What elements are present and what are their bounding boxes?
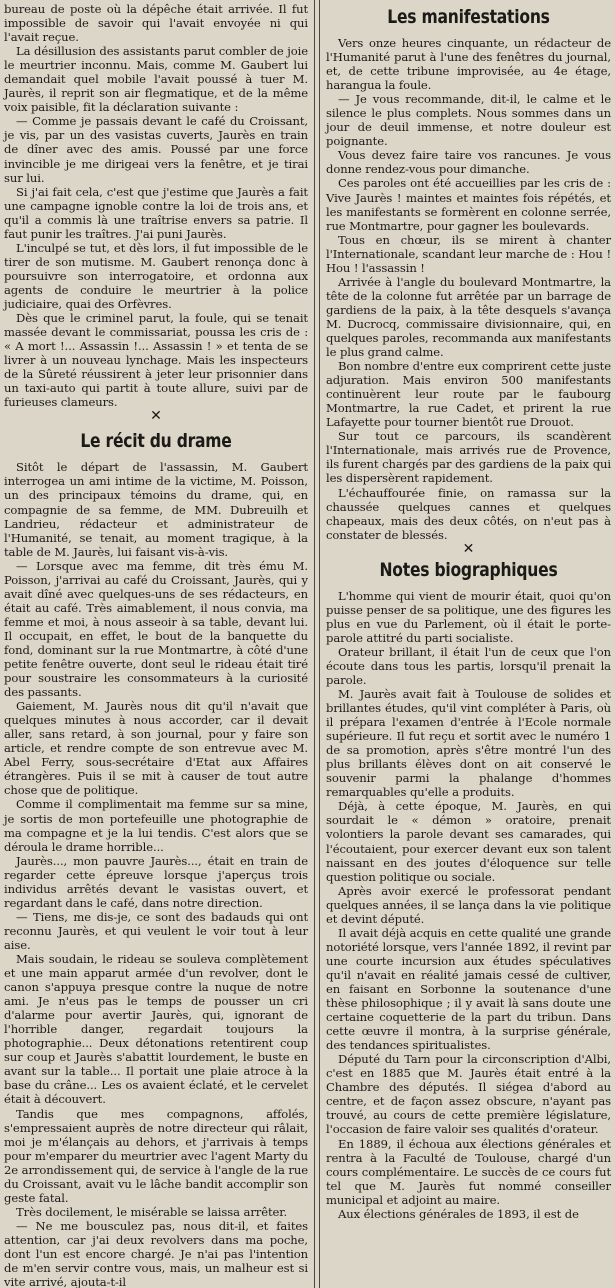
article-paragraph: M. Jaurès avait fait à Toulouse de solides et brillantes études, qu'il vint compléter à Paris, où il prépara l'examen d'entrée à l'Ecole normale supérieure. Il fut reçu et sortit avec le numéro 1 de sa promotion, après s'être montré l'un des plus brillants élèves dont on ait conservé le souvenir parmi la phalange d'hommes remarquables qu'elle a produits. [326,687,611,800]
section-title-manifestations: Les manifestations [387,6,550,28]
article-paragraph: — Je vous recommande, dit-il, le calme et le silence le plus complets. Nous sommes dans un jour de deuil immense, et notre douleur est poignante. [326,92,611,149]
article-paragraph: Ces paroles ont été accueillies par les cris de : Vive Jaurès ! maintes et maintes fois répétés, et les manifestants se formèrent en colonne serrée, rue Montmartre, pour gagner les boulevards. [326,176,611,233]
article-paragraph: Gaiement, M. Jaurès nous dit qu'il n'avait que quelques minutes à nous accorder, car il devait aller, sans retard, à son journal, pour y faire son article, et rendre compte de son entrevue avec M. Abel Ferry, sous-secrétaire d'Etat aux Affaires étrangères. Puis il se mit à causer de tout autre chose que de politique. [4,699,308,798]
section-title-recit: Le récit du drame [80,430,232,453]
article-paragraph: Après avoir exercé le professorat pendant quelques années, il se lança dans la vie politique et devint député. [326,883,611,926]
section-separator: ✕ [462,540,475,557]
right-column [320,0,615,1288]
article-paragraph: Tous en chœur, ils se mirent à chanter l'Internationale, scandant leur marche de : Hou ! Hou ! l'assassin ! [326,232,611,275]
article-paragraph: Jaurès..., mon pauvre Jaurès..., était en train de regarder cette épreuve lorsque j'aperçus trois individus arrêtés devant le vasistas ouvert, et regardant dans le café, dans notre direction. [4,853,308,910]
article-paragraph: Comme il complimentait ma femme sur sa mine, je sortis de mon portefeuille une photographie de ma compagne et je la lui tendis. C'est alors que se déroula le drame horrible... [4,797,308,854]
section-title-notes-biographiques: Notes biographiques [379,558,558,581]
article-paragraph: En 1889, il échoua aux élections générales et rentra à la Faculté de Toulouse, chargé d'un cours complémentaire. Le succès de ce cours fut tel que M. Jaurès fut nommé conseiller municipal et adjoint au maire. [326,1136,611,1207]
article-paragraph: Aux élections générales de 1893, il est de [338,1206,579,1221]
article-paragraph: Si j'ai fait cela, c'est que j'estime que Jaurès a fait une campagne ignoble contre la loi de trois ans, et qu'il a commis là une traîtrise envers sa patrie. Il faut punir les traîtres. J'ai puni Jaurès. [4,184,308,241]
article-paragraph: La désillusion des assistants parut combler de joie le meurtrier inconnu. Mais, comme M. Gaubert lui demandait quel mobile l'avait poussé à tuer M. Jaurès, il reprit son air flegmatique, et de la même voix paisible, fit la déclaration suivante : [4,44,309,115]
article-paragraph: L'échauffourée finie, on ramassa sur la chaussée quelques cannes et quelques chapeaux, mais des deux côtés, on n'eut pas à constater de blessés. [326,485,611,542]
article-paragraph: Vers onze heures cinquante, un rédacteur de l'Humanité parut à l'une des fenêtres du journal, et, de cette tribune improvisée, au 4e étage, harangua la foule. [326,36,611,93]
article-paragraph: Sur tout ce parcours, ils scandèrent l'Internationale, mais arrivés rue de Provence, ils furent chargés par des gardiens de la paix qui les dispersèrent rapidement. [326,429,611,486]
article-paragraph: L'inculpé se tut, et dès lors, il fut impossible de le tirer de son mutisme. M. Gaubert renonça donc à poursuivre son interrogatoire, et ordonna aux agents de conduire le meurtrier à la police judiciaire, quai des Orfèvres. [4,240,308,311]
article-paragraph: Sitôt le départ de l'assassin, M. Gaubert interrogea un ami intime de la victime, M. Poisson, un des principaux témoins du drame, qui, en compagnie de sa femme, de MM. Dubreuilh et Landrieu, rédacteur et administrateur de l'Humanité, se tenait, au moment tragique, à la table de M. Jaurès, lui faisant vis-à-vis. [4,460,308,559]
article-paragraph: Il avait déjà acquis en cette qualité une grande notoriété lorsque, vers l'année 1892, il revint par une courte incursion aux études spéculatives qu'il n'avait en réalité jamais cessé de cultiver, en faisant en Sorbonne la soutenance d'une thèse philosophique ; il y avait là sans doute une certaine coquetterie de la part du tribun. Dans cette œuvre il montra, à la surprise générale, des tendances spiritualistes. [326,925,611,1053]
article-paragraph: Vous devez faire taire vos rancunes. Je vous donne rendez-vous pour dimanche. [326,148,611,177]
article-paragraph: — Ne me bousculez pas, nous dit-il, et faites attention, car j'ai deux revolvers dans ma poche, dont l'un est encore chargé. Je n'ai pas l'intention de m'en servir contre vous, mais, un malheur est si vite arrivé, ajouta-t-il [4,1218,308,1288]
article-paragraph: — Tiens, me dis-je, ce sont des badauds qui ont reconnu Jaurès, et qui veulent le voir tout à leur aise. [4,909,308,952]
article-paragraph: Orateur brillant, il était l'un de ceux que l'on écoute dans tous les partis, lorsqu'il prenait la parole. [326,644,611,687]
article-paragraph: — Lorsque avec ma femme, dit très ému M. Poisson, j'arrivai au café du Croissant, Jaurès, qui y avait dîné avec quelques-uns de ses rédacteurs, en était au café. Très aimablement, il nous convia, ma femme et moi, à nous asseoir à sa table, devant lui. Il occupait, en effet, le bout de la banquette du fond, dominant sur la rue Montmartre, à côté d'une petite fenêtre ouverte, dont seul le rideau était tiré pour soustraire les consommateurs à la curiosité des passants. [4,558,308,700]
article-paragraph: Arrivée à l'angle du boulevard Montmartre, la tête de la colonne fut arrêtée par un barrage de gardiens de la paix, à la tête desquels s'avança M. Ducrocq, commissaire divisionnaire, qui, en quelques paroles, recommanda aux manifestants le plus grand calme. [326,274,611,360]
article-paragraph: — Comme je passais devant le café du Croissant, je vis, par un des vasistas cuverts, Jaurès en train de dîner avec des amis. Poussé par une force invincible je me dirigeai vers la fenêtre, et je tirai sur lui. [4,114,308,185]
article-paragraph: Député du Tarn pour la circonscription d'Albi, c'est en 1885 que M. Jaurès était entré à la Chambre des députés. Il siégea d'abord au centre, et de façon assez obscure, n'ayant pas trouvé, au cours de cette première législature, l'occasion de faire valoir ses qualités d'orateur. [326,1052,611,1137]
article-paragraph: Tandis que mes compagnons, affolés, s'empressaient auprès de notre directeur qui râlait, moi je m'élançais au dehors, et j'arrivais à temps pour m'emparer du meurtrier avec l'agent Marty du 2e arrondissement qui, de service à l'angle de la rue du Croissant, avait vu le lâche bandit accomplir son geste fatal. [4,1106,308,1205]
article-paragraph: Très docilement, le misérable se laissa arrêter. [16,1204,288,1219]
article-paragraph: Bon nombre d'entre eux comprirent cette juste adjuration. Mais environ 500 manifestants continuèrent leur route par le faubourg Montmartre, la rue Cadet, et prirent la rue Lafayette pour tourner bientôt rue Drouot. [326,359,611,430]
article-paragraph: Dès que le criminel parut, la foule, qui se tenait massée devant le commissariat, poussa les cris de : « A mort !... Assassin !... Assassin ! » et tenta de se livrer à un nouveau lynchage. Mais les inspecteurs de la Sûreté réussirent à jeter leur prisonnier dans un taxi-auto qui partit à toute allure, suivi par de furieuses clameurs. [4,311,308,410]
section-separator: ✕ [150,408,162,425]
article-paragraph: Mais soudain, le rideau se souleva complètement et une main apparut armée d'un revolver, dont le canon s'appuya presque contre la nuque de notre ami. Je n'eus pas le temps de pousser un cri d'alarme pour avertir Jaurès, qui, ignorant de l'horrible danger, regardait toujours la photographie... Deux détonations retentirent coup sur coup et Jaurès s'abattit lourdement, le buste en avant sur la table... Il portait une plaie atroce à la base du crâne... Les os avaient éclaté, et le cervelet était à découvert. [4,952,308,1107]
article-paragraph: bureau de poste où la dépêche était arrivée. Il fut impossible de savoir qui l'avait envoyée ni qui l'avait reçue. [4,2,308,45]
article-paragraph: L'homme qui vient de mourir était, quoi qu'on puisse penser de sa politique, une des figures les plus en vue du Parlement, où il était le porte-parole attitré du parti socialiste. [326,588,611,645]
article-paragraph: Déjà, à cette époque, M. Jaurès, en qui sourdait le « démon » oratoire, prenait volontiers la parole devant ses camarades, qui l'écoutaient, pour exercer devant eux son talent naissant en des joutes d'éloquence sur telle question politique ou sociale. [326,799,611,884]
